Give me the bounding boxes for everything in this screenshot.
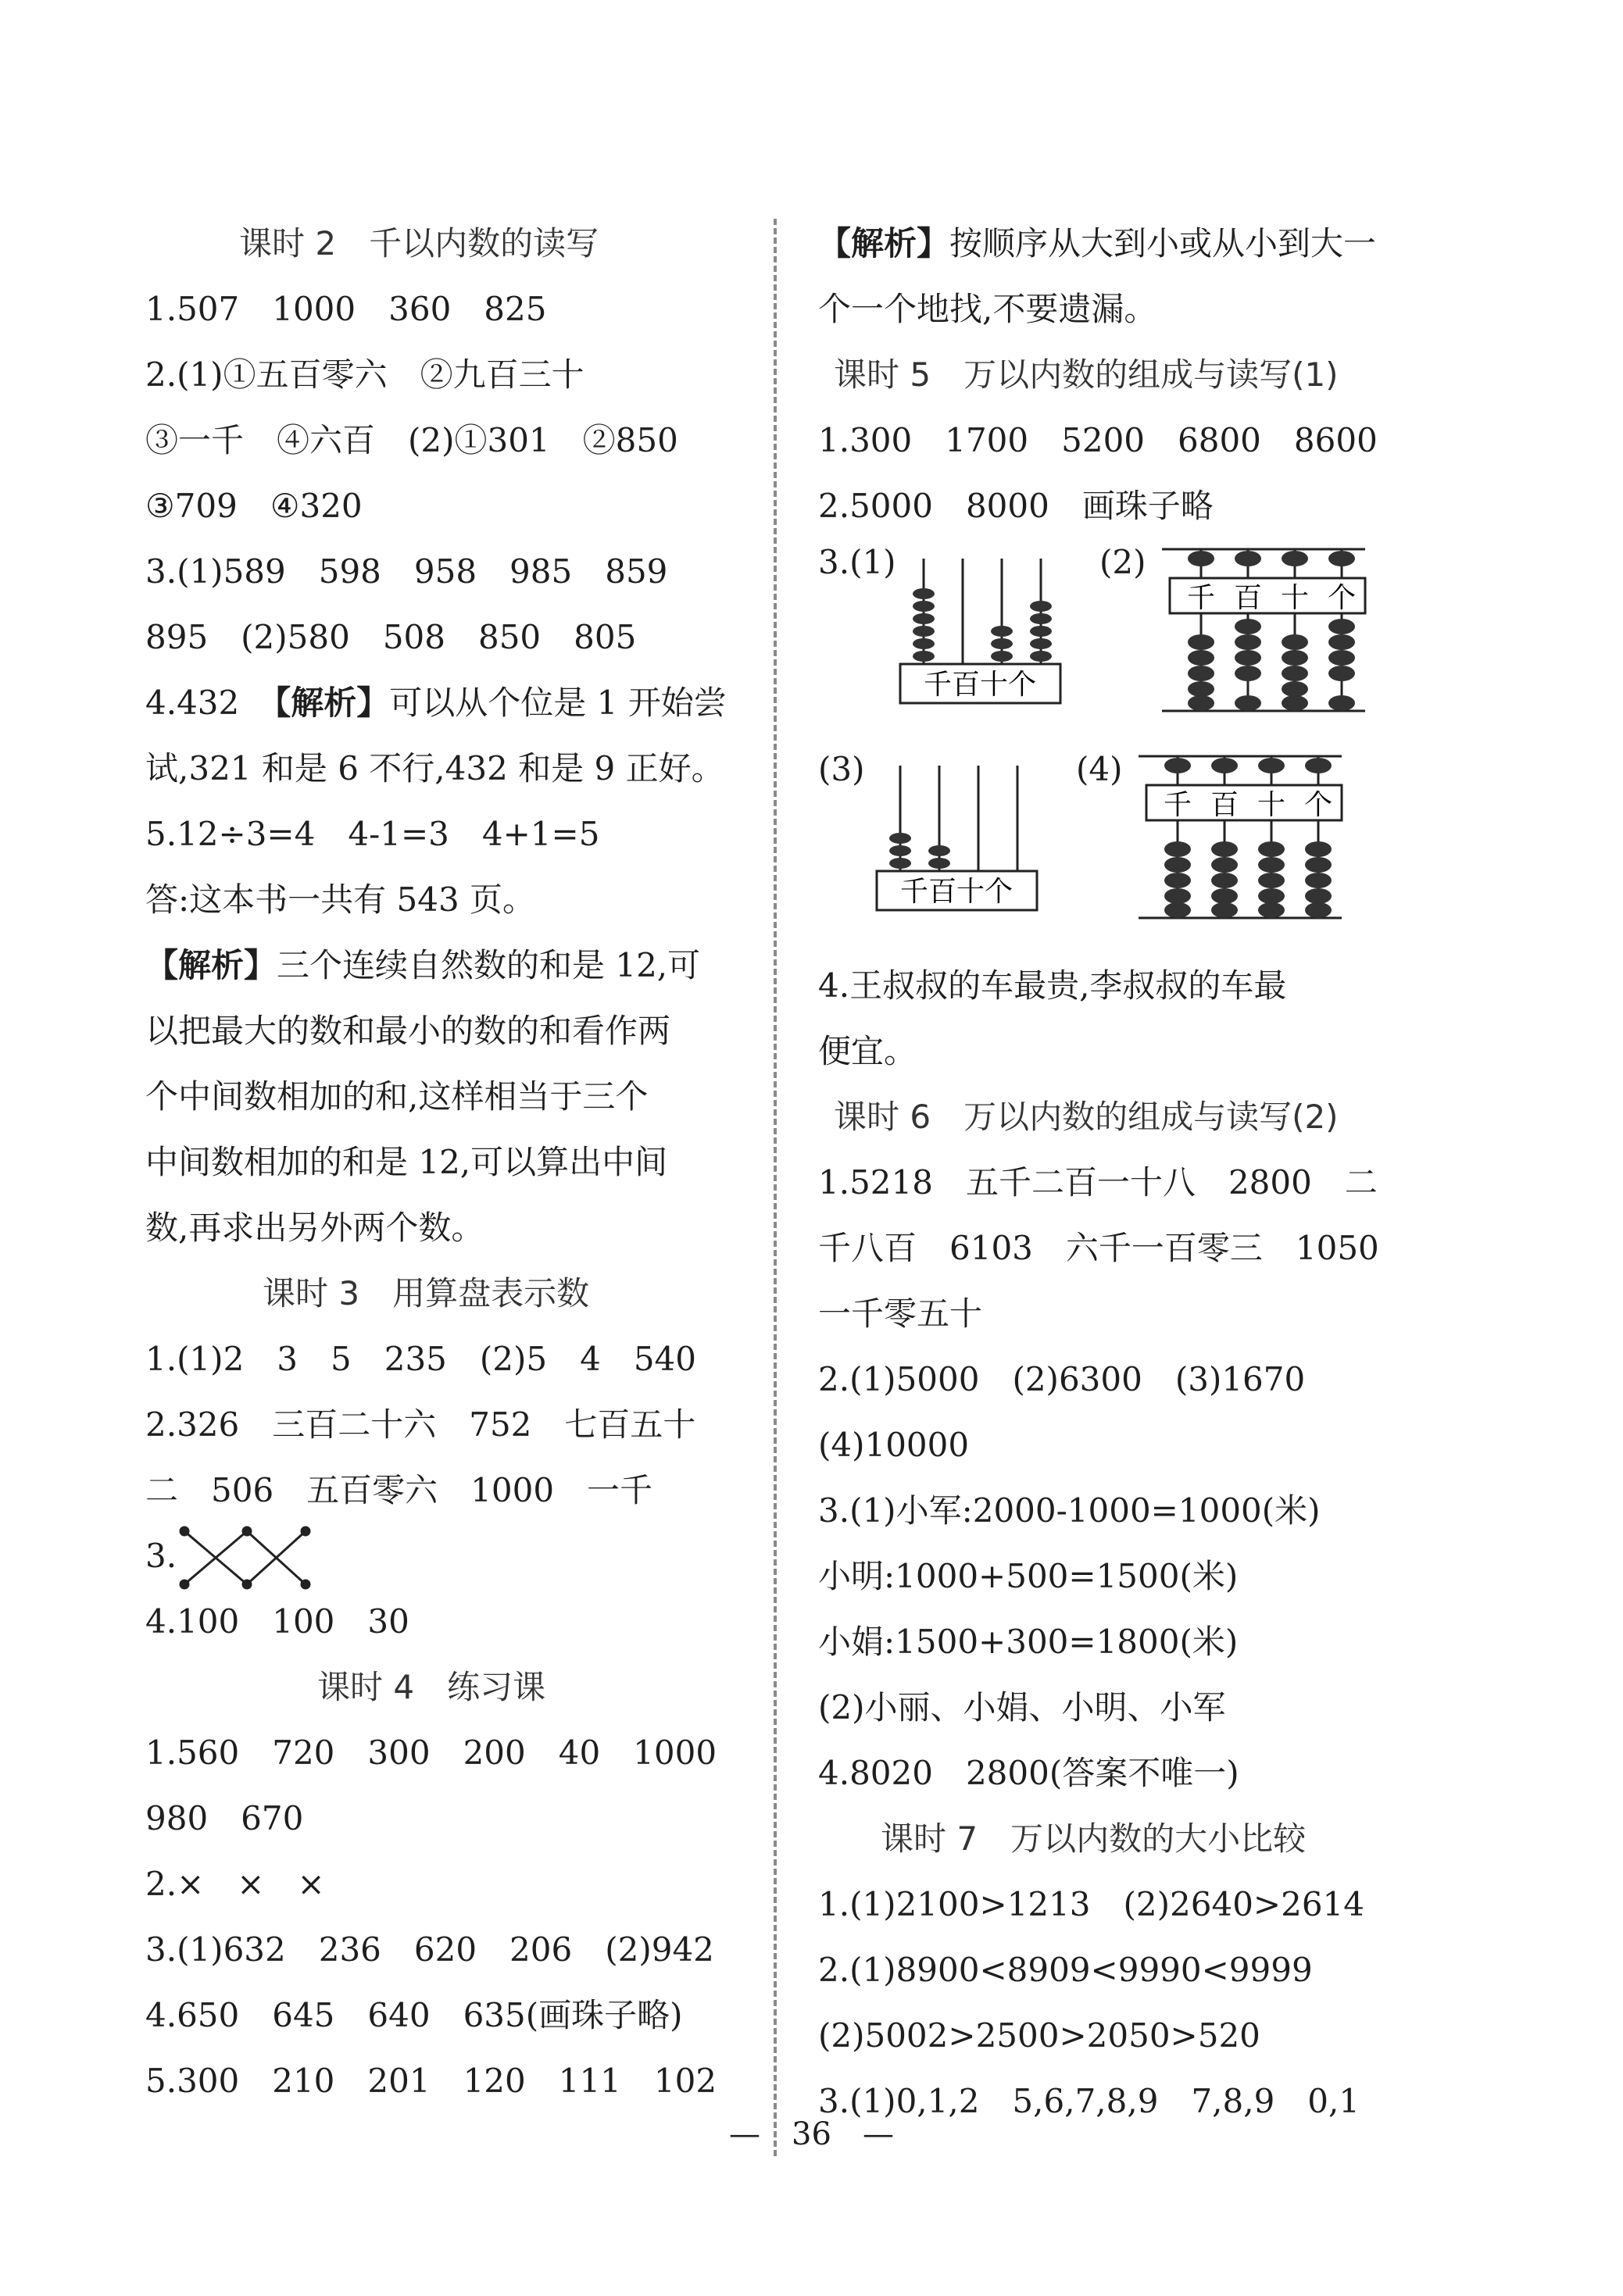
abacus-2-hundreds: 百 — [1233, 582, 1263, 614]
r7-q2a: 2.(1)8900<8909<9990<9999 — [818, 1951, 1313, 1989]
l2-q5a: 5.12÷3=4 4-1=3 4+1=5 — [145, 815, 600, 853]
analysis-tag: 【解析】 — [818, 224, 950, 262]
r5-q4b: 便宜。 — [818, 1032, 917, 1070]
l2-q5e: 个中间数相加的和,这样相当于三个 — [145, 1077, 649, 1116]
l2-q3a: 3.(1)589 598 958 985 859 — [145, 552, 668, 591]
abacus-1-label: 千百十个 — [923, 669, 1037, 701]
r5-q3-3-label: (3) — [818, 750, 865, 788]
r-analysis-a — [818, 211, 1435, 277]
r-analysis-b: 个一个地找,不要遗漏。 — [818, 290, 1157, 328]
l4-q2: 2.× × × — [145, 1865, 325, 1903]
l4-q1b: 980 670 — [145, 1799, 304, 1837]
l4-q1a: 1.560 720 300 200 40 1000 — [145, 1734, 717, 1772]
r7-q2b: (2)5002>2500>2050>520 — [818, 2016, 1260, 2055]
r5-q3-2-label: (2) — [1099, 543, 1146, 581]
abacus-2-thousands: 千 — [1186, 582, 1216, 614]
lesson-2-title: 课时 2 千以内数的读写 — [239, 224, 599, 262]
r6-q2b: (4)10000 — [818, 1426, 970, 1464]
l2-q4-number: 4.432 — [145, 684, 240, 722]
abacus-4 — [1131, 750, 1350, 930]
l2-q4a — [145, 670, 747, 736]
r6-q3a: 3.(1)小军:2000-1000=1000(米) — [818, 1491, 1321, 1530]
abacus-4-thousands: 千 — [1163, 789, 1192, 821]
abacus-row-2 — [818, 746, 1435, 953]
r-analysis-text: 按顺序从大到小或从小到大一 — [949, 224, 1377, 262]
r6-q4: 4.8020 2800(答案不唯一) — [818, 1754, 1239, 1792]
l3-q1: 1.(1)2 3 5 235 (2)5 4 540 — [145, 1340, 696, 1378]
l2-q5-analysis: 三个连续自然数的和是 12,可 — [277, 946, 701, 984]
l2-q1: 1.507 1000 360 825 — [145, 290, 547, 328]
abacus-row-1 — [818, 539, 1435, 746]
l2-q5g: 数,再求出另外两个数。 — [145, 1209, 484, 1247]
lesson-3-title: 课时 3 用算盘表示数 — [263, 1274, 590, 1312]
abacus-2-tens: 十 — [1280, 582, 1310, 614]
r6-q3b: 小明:1000+500=1500(米) — [818, 1557, 1239, 1595]
abacus-2-ones: 个 — [1327, 582, 1357, 614]
l3-q4: 4.100 100 30 — [145, 1602, 409, 1641]
l2-q5c — [145, 933, 747, 998]
r6-q3d: (2)小丽、小娟、小明、小军 — [818, 1688, 1226, 1726]
matching-lines-figure — [169, 1523, 325, 1594]
abacus-4-ones: 个 — [1303, 789, 1333, 821]
r6-q3c: 小娟:1500+300=1800(米) — [818, 1623, 1239, 1661]
l3-q3-number: 3. — [145, 1537, 177, 1575]
r5-q3-4-label: (4) — [1076, 750, 1123, 788]
r6-q1a: 1.5218 五千二百一十八 2800 二 — [818, 1163, 1378, 1202]
l2-q4b: 试,321 和是 6 不行,432 和是 9 正好。 — [145, 749, 724, 787]
l4-q4: 4.650 645 640 635(画珠子略) — [145, 1996, 683, 2034]
abacus-3 — [873, 754, 1045, 926]
right-column — [818, 211, 1435, 2134]
page-number: — 36 — — [729, 2116, 894, 2152]
l3-q2b: 二 506 五百零六 1000 一千 — [145, 1471, 653, 1509]
l3-q3 — [145, 1523, 747, 1589]
r6-q1c: 一千零五十 — [818, 1294, 983, 1333]
lesson-4-title: 课时 4 练习课 — [317, 1668, 546, 1706]
l4-q3: 3.(1)632 236 620 206 (2)942 — [145, 1930, 714, 1969]
l2-q4-analysis: 可以从个位是 1 开始尝 — [389, 684, 727, 722]
r5-q2: 2.5000 8000 画珠子略 — [818, 487, 1214, 525]
abacus-2 — [1154, 543, 1373, 723]
lesson-5-title: 课时 5 万以内数的组成与读写(1) — [834, 355, 1339, 394]
analysis-tag: 【解析】 — [145, 946, 277, 984]
lesson-6-title: 课时 6 万以内数的组成与读写(2) — [834, 1098, 1339, 1136]
r5-q1: 1.300 1700 5200 6800 8600 — [818, 421, 1378, 459]
abacus-1 — [896, 547, 1068, 719]
left-column — [145, 211, 747, 2114]
l2-q3b: 895 (2)580 508 850 805 — [145, 618, 637, 656]
r6-q2a: 2.(1)5000 (2)6300 (3)1670 — [818, 1360, 1306, 1398]
r5-q4a: 4.王叔叔的车最贵,李叔叔的车最 — [818, 966, 1287, 1005]
r7-q3: 3.(1)0,1,2 5,6,7,8,9 7,8,9 0,1 — [818, 2082, 1360, 2120]
l4-q5: 5.300 210 201 120 111 102 — [145, 2062, 717, 2100]
column-divider — [774, 219, 777, 2156]
lesson-7-title: 课时 7 万以内数的大小比较 — [881, 1819, 1307, 1858]
r7-q1: 1.(1)2100>1213 (2)2640>2614 — [818, 1885, 1364, 1923]
r5-q3-1-label: 3.(1) — [818, 543, 896, 581]
analysis-tag: 【解析】 — [258, 684, 390, 722]
l3-q2a: 2.326 三百二十六 752 七百五十 — [145, 1405, 696, 1444]
l2-q2a: 2.(1)①五百零六 ②九百三十 — [145, 355, 584, 394]
abacus-3-label: 千百十个 — [899, 876, 1013, 908]
l2-q5b: 答:这本书一共有 543 页。 — [145, 880, 536, 919]
r6-q1b: 千八百 6103 六千一百零三 1050 — [818, 1229, 1379, 1267]
abacus-4-hundreds: 百 — [1210, 789, 1239, 821]
l2-q5f: 中间数相加的和是 12,可以算出中间 — [145, 1143, 668, 1181]
l2-q5d: 以把最大的数和最小的数的和看作两 — [145, 1012, 671, 1050]
l2-q2c: ③709 ④320 — [145, 487, 363, 525]
abacus-4-tens: 十 — [1257, 789, 1286, 821]
l2-q2b: ③一千 ④六百 (2)①301 ②850 — [145, 421, 678, 459]
